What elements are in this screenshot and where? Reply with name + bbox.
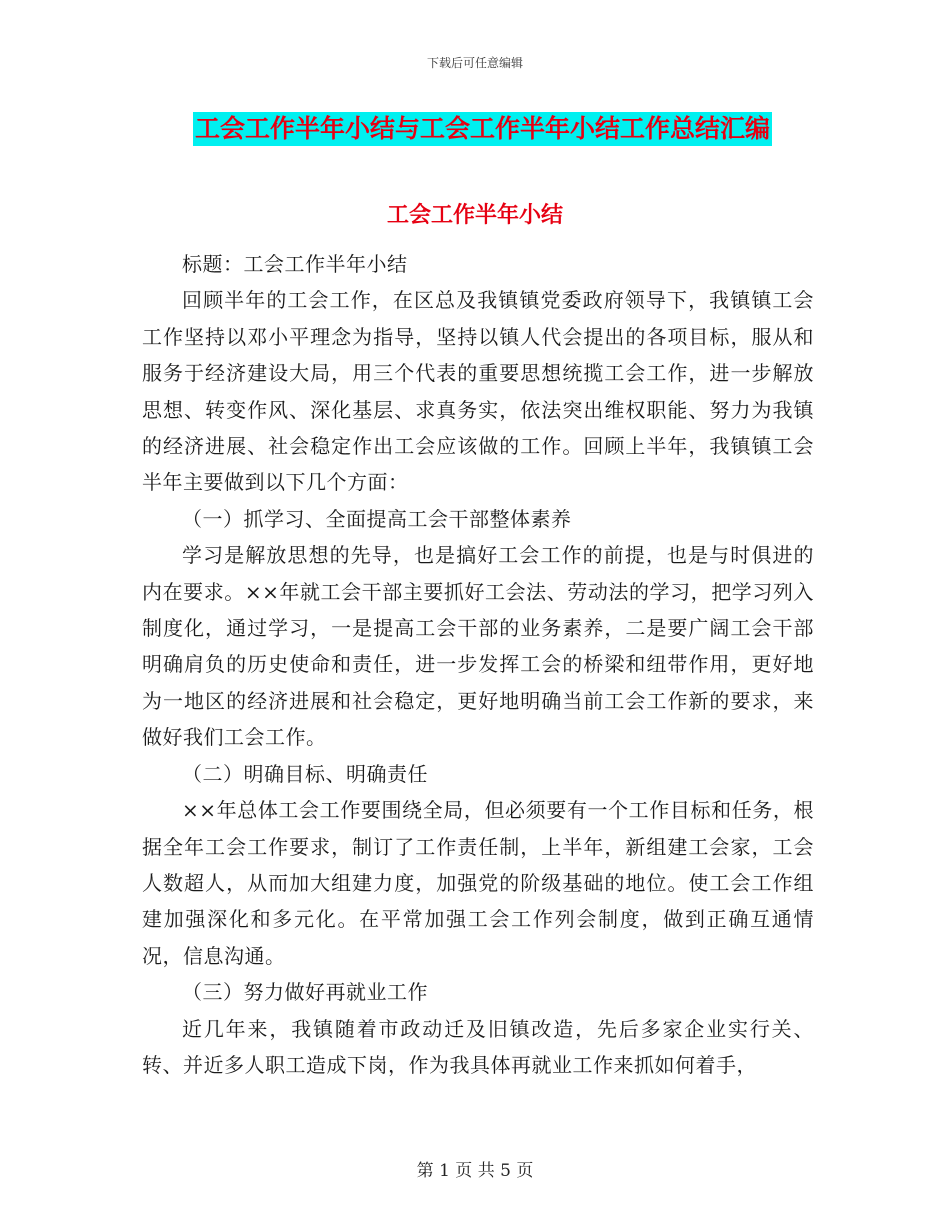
section-title: 工会工作半年小结 bbox=[386, 203, 563, 228]
paragraph-study: 学习是解放思想的先导，也是搞好工会工作的前提，也是与时俱进的内在要求。××年就工会干部主要抓好工会法、劳动法的学习，把学习列入制度化，通过学习，一是提高工会干部的业务素养，二是要广阔工会干部明确肩负的历史使命和责任，进一步发挥工会的桥梁和纽带作用，更好地为一地区的经济进展和社会稳定，更好地明确当前工会工作新的要求，来做好我们工会工作。 bbox=[142, 543, 814, 750]
section-heading-1: （一）抓学习、全面提高工会干部整体素养 bbox=[182, 506, 572, 531]
paragraph-reemployment: 近几年来，我镇随着市政动迁及旧镇改造，先后多家企业实行关、转、并近多人职工造成下岗，作为我具体再就业工作来抓如何着手， bbox=[142, 1016, 814, 1077]
paragraph-title-line: 标题：工会工作半年小结 bbox=[182, 252, 408, 276]
section-heading-2: （二）明确目标、明确责任 bbox=[182, 761, 428, 786]
page-footer: 第 1 页 共 5 页 bbox=[416, 1161, 534, 1181]
paragraph-intro: 回顾半年的工会工作，在区总及我镇镇党委政府领导下，我镇镇工会工作坚持以邓小平理念为指导，坚持以镇人代会提出的各项目标，服从和服务于经济建设大局，用三个代表的重要思想统揽工会工作，进一步解放思想、转变作风、深化基层、求真务实，依法突出维权职能、努力为我镇的经济进展、社会稳定作出工会应该做的工作。回顾上半年，我镇镇工会半年主要做到以下几个方面： bbox=[142, 288, 814, 495]
document-main-title: 工会工作半年小结与工会工作半年小结工作总结汇编 bbox=[193, 112, 772, 146]
document-body bbox=[142, 246, 814, 1083]
paragraph-goals: ××年总体工会工作要围绕全局，但必须要有一个工作目标和任务，根据全年工会工作要求，制订了工作责任制，上半年，新组建工会家，工会人数超人，从而加大组建力度，加强党的阶级基础的地位。使工会工作组建加强深化和多元化。在平常加强工会工作列会制度，做到正确互通情况，信息沟通。 bbox=[142, 798, 814, 968]
section-heading-3: （三）努力做好再就业工作 bbox=[182, 980, 428, 1005]
header-note: 下载后可任意编辑 bbox=[426, 56, 523, 70]
